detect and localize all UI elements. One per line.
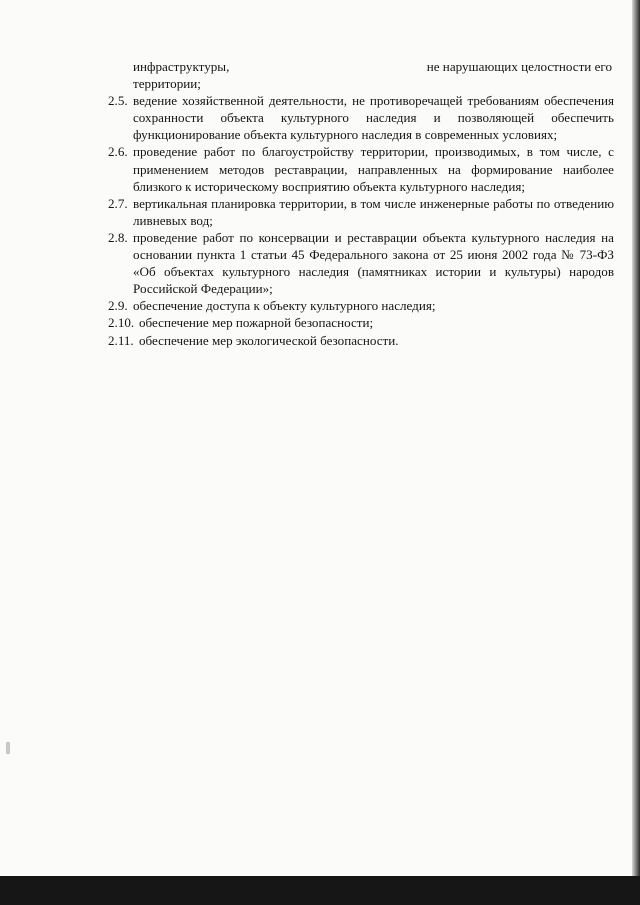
item-number: 2.10. [108, 315, 135, 331]
list-item-2-8 [108, 229, 614, 297]
continuation-line-1 [133, 58, 614, 75]
item-text: проведение работ по благоустройству территории, производимых, в том числе, с применением методов реставрации, направленных на формирование наиболее близкого к историческому восприятию объекта культурного наследия; [133, 144, 614, 194]
item-text: обеспечение мер экологической безопасности. [139, 332, 399, 348]
list-item-2-9 [108, 297, 614, 314]
list-item-2-7 [108, 195, 614, 229]
scan-artifact [6, 742, 10, 754]
scan-edge-right [632, 0, 640, 876]
continuation-right-text: не нарушающих целостности его [426, 59, 612, 74]
item-number: 2.6. [108, 144, 128, 160]
list-item-2-11 [108, 332, 614, 349]
list-item-2-6 [108, 143, 614, 194]
continuation-line-2: территории; [133, 76, 201, 92]
item-number: 2.7. [108, 195, 128, 211]
item-number: 2.11. [108, 332, 134, 348]
item-number: 2.5. [108, 93, 128, 109]
continuation-paragraph [108, 58, 614, 92]
list-item-2-10 [108, 314, 614, 331]
document-body [108, 58, 614, 349]
item-text: обеспечение доступа к объекту культурного наследия; [133, 298, 436, 314]
item-text: обеспечение мер пожарной безопасности; [139, 315, 374, 331]
item-text: проведение работ по консервации и реставрации объекта культурного наследия на основании пункта 1 статьи 45 Федерального закона от 25 июня 2002 года № 73-ФЗ «Об объектах культурного наследия (памятниках истории и культуры) народов Российской Федерации»; [133, 229, 614, 297]
item-number: 2.8. [108, 229, 128, 245]
continuation-left-text: инфраструктуры, [133, 59, 230, 74]
list-item-2-5 [108, 92, 614, 143]
item-number: 2.9. [108, 298, 128, 314]
item-text: вертикальная планировка территории, в том числе инженерные работы по отведению ливневых вод; [133, 195, 614, 228]
item-text: ведение хозяйственной деятельности, не противоречащей требованиям обеспечения сохранности объекта культурного наследия и позволяющей обеспечить функционирование объекта культурного наследия в современных условиях; [133, 93, 614, 143]
scan-edge-bottom [0, 876, 640, 905]
